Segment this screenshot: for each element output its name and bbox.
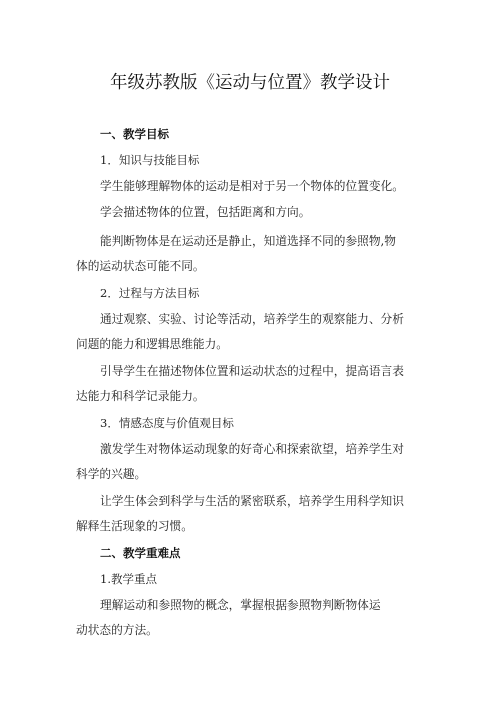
paragraph-line: 科学的兴趣。 xyxy=(76,467,147,481)
subheading-knowledge-skills: 1．知识与技能目标 xyxy=(100,153,200,167)
section-heading-teaching-objectives: 一、教学目标 xyxy=(100,127,169,141)
paragraph-line: 让学生体会到科学与生活的紧密联系，培养学生用科学知识 xyxy=(100,494,404,508)
document-title: 年级苏教版《运动与位置》教学设计 xyxy=(110,73,390,93)
subheading-emotion-values: 3．情感态度与价值观目标 xyxy=(100,416,234,430)
subheading-process-methods: 2．过程与方法目标 xyxy=(100,286,200,300)
subheading-teaching-focus: 1.教学重点 xyxy=(100,572,157,586)
paragraph-line: 引导学生在描述物体位置和运动状态的过程中，提高语言表 xyxy=(100,364,404,378)
paragraph-line: 能判断物体是在运动还是静止，知道选择不同的参照物,物 xyxy=(100,234,396,248)
paragraph-line: 解释生活现象的习惯。 xyxy=(76,519,193,533)
paragraph-line: 达能力和科学记录能力。 xyxy=(76,389,205,403)
paragraph-line: 学生能够理解物体的运动是相对于另一个物体的位置变化。 xyxy=(100,179,404,193)
paragraph-line: 激发学生对物体运动现象的好奇心和探索欲望，培养学生对 xyxy=(100,442,404,456)
paragraph-line: 动状态的方法。 xyxy=(76,623,158,637)
paragraph-line: 学会描述物体的位置，包括距离和方向。 xyxy=(100,205,311,219)
paragraph-line: 通过观察、实验、讨论等活动，培养学生的观察能力、分析 xyxy=(100,312,404,326)
paragraph-line: 体的运动状态可能不同。 xyxy=(76,259,205,273)
section-heading-key-difficult-points: 二、教学重难点 xyxy=(100,546,181,560)
paragraph-line: 问题的能力和逻辑思维能力。 xyxy=(76,337,228,351)
paragraph-line: 理解运动和参照物的概念，掌握根据参照物判断物体运 xyxy=(100,598,381,612)
